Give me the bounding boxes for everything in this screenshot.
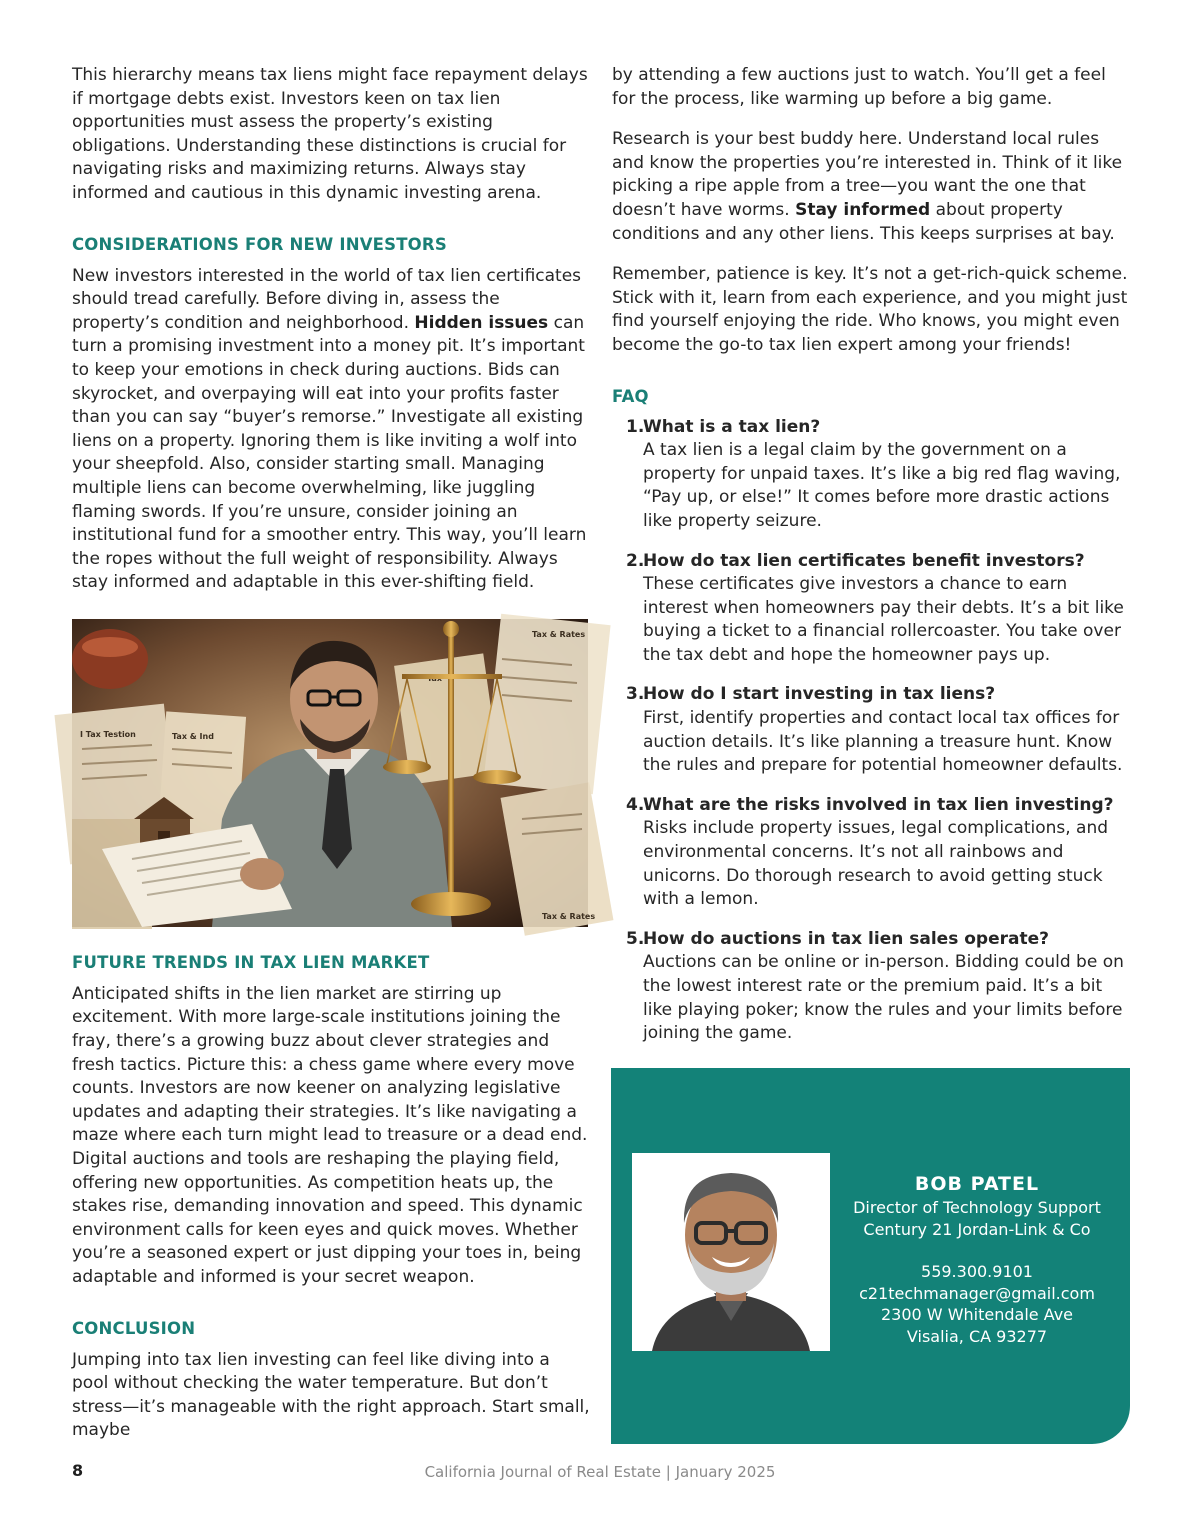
intro-paragraph: This hierarchy means tax liens might face repayment delays if mortgage debts exist. Investors keen on tax lien opportunities must assess the property’s existing obligations. Understanding these distinctions is crucial for navigating risks and maximizing returns. Always stay informed and cautious in this dynamic investing arena. — [72, 65, 588, 203]
faq-question: What are the risks involved in tax lien investing? — [643, 794, 1114, 815]
faq-number: 2. — [626, 550, 645, 571]
future-trends-paragraph: Anticipated shifts in the lien market are stirring up excitement. With more large-scale institutions joining the fray, there’s a growing buzz about clever strategies and fresh tactics. Picture this: a chess game where every move counts. Investors are now keener on analyzing legislative updates and adapting their strategies. It’s like navigating a maze where each turn might lead to treasure or a dead end. Digital auctions and tools are reshaping the playing field, offering new opportunities. As competition heats up, the stakes rise, demanding innovation and speed. This dynamic environment calls for keen eyes and quick moves. Whether you’re a seasoned expert or just dipping your toes in, being adaptable and informed is your secret weapon. — [72, 983, 588, 1287]
stay-informed-bold: Stay informed — [795, 199, 931, 220]
faq-heading: FAQ — [612, 386, 649, 406]
considerations-paragraph — [72, 265, 590, 595]
investor-illustration — [72, 619, 596, 927]
faq-item — [612, 928, 1134, 1046]
research-text-1: Research is your best buddy here. Understand local rules and know the properties you’re interested in. Think of it like picking a ripe apple from a tree—you want the one that doesn’t have worms. — [612, 129, 1123, 220]
conclusion-heading: CONCLUSION — [72, 1318, 196, 1338]
hidden-issues-bold: Hidden issues — [414, 312, 549, 333]
paper-label-3: I Tax Testion — [80, 729, 136, 739]
research-paragraph — [612, 128, 1134, 246]
agent-phone[interactable]: 559.300.9101 — [921, 1262, 1033, 1282]
agent-contact-card — [611, 1068, 1130, 1444]
paper-label-1: Tax & Rates — [532, 629, 586, 639]
faq-number: 4. — [626, 794, 645, 815]
paper-label-4: Tax & Ind — [172, 731, 214, 741]
faq-answer: A tax lien is a legal claim by the government on a property for unpaid taxes. It’s like a big red flag waving, “Pay up, or else!” It comes before more drastic actions like property seizure. — [643, 440, 1121, 531]
right-column — [612, 64, 1134, 1062]
agent-name: BOB PATEL — [914, 1173, 1040, 1195]
faq-item — [612, 683, 1134, 777]
patience-paragraph: Remember, patience is key. It’s not a get-rich-quick scheme. Stick with it, learn from each experience, and you might just find yourself enjoying the ride. Who knows, you might even become the go-to tax lien expert among your friends! — [612, 264, 1128, 355]
faq-number: 3. — [626, 684, 645, 705]
faq-question: How do auctions in tax lien sales operate? — [643, 928, 1049, 949]
continued-paragraph: by attending a few auctions just to watch. You’ll get a feel for the process, like warming up before a big game. — [612, 65, 1106, 109]
considerations-text-2: can turn a promising investment into a money pit. It’s important to keep your emotions in check during auctions. Bids can skyrocket, and overpaying will eat into your profits faster than you can say “buyer’s remorse.” Investigate all existing liens on a property. Ignoring them is like inviting a wolf into your sheepfold. Also, consider starting small. Managing multiple liens can become overwhelming, like juggling flaming swords. If you’re unsure, consider joining an institutional fund for a smoother entry. This way, you’ll learn the ropes without the full weight of responsibility. Always stay informed and adaptable in this ever-shifting field. — [72, 312, 587, 593]
faq-item — [612, 794, 1134, 912]
faq-item — [612, 416, 1134, 534]
faq-answer: Auctions can be online or in-person. Bidding could be on the lowest interest rate or the premium paid. It’s a bit like playing poker; know the rules and your limits before joining the game. — [643, 952, 1124, 1044]
investor-photo — [72, 619, 596, 927]
agent-email[interactable]: c21techmanager@gmail.com — [859, 1283, 1095, 1303]
considerations-text-1: New investors interested in the world of tax lien certificates should tread carefully. Before diving in, assess the property’s condition and neighborhood. — [72, 265, 582, 333]
faq-answer: Risks include property issues, legal complications, and environmental concerns. It’s not all rainbows and unicorns. Do thorough research to avoid getting stuck with a lemon. — [643, 818, 1109, 910]
conclusion-paragraph: Jumping into tax lien investing can feel like diving into a pool without checking the water temperature. But don’t stress—it’s manageable with the right approach. Start small, maybe — [72, 1349, 590, 1441]
research-text-2: about property conditions and any other liens. This keeps surprises at bay. — [612, 199, 1115, 244]
faq-list — [612, 416, 1134, 1046]
agent-info — [839, 1171, 1115, 1348]
considerations-heading: CONSIDERATIONS FOR NEW INVESTORS — [72, 234, 447, 254]
faq-question: How do I start investing in tax liens? — [643, 684, 996, 705]
faq-number: 5. — [626, 928, 645, 949]
faq-answer: First, identify properties and contact local tax offices for auction details. It’s like planning a treasure hunt. Know the rules and prepare for potential homeowner defaults. — [643, 708, 1123, 776]
faq-item — [612, 550, 1134, 668]
publication-footer: California Journal of Real Estate | January 2025 — [424, 1463, 776, 1481]
faq-answer: These certificates give investors a chance to earn interest when homeowners pay their debts. It’s a bit like buying a ticket to a financial rollercoaster. You take over the tax debt and hope the homeowner pays up. — [643, 574, 1124, 665]
agent-address-line-1: 2300 W Whitendale Ave — [880, 1305, 1074, 1325]
paper-label-5: Tax & Rates — [542, 911, 596, 921]
left-column — [72, 64, 596, 1443]
faq-question: How do tax lien certificates benefit investors? — [643, 550, 1085, 571]
faq-question: What is a tax lien? — [643, 416, 821, 437]
faq-number: 1. — [626, 416, 645, 437]
agent-address-line-2: Visalia, CA 93277 — [906, 1326, 1048, 1346]
agent-portrait — [632, 1153, 830, 1351]
page-number: 8 — [72, 1461, 84, 1480]
agent-portrait-illustration — [632, 1153, 830, 1351]
agent-company: Century 21 Jordan-Link & Co — [863, 1219, 1091, 1239]
agent-title: Director of Technology Support — [853, 1198, 1101, 1217]
future-trends-heading: FUTURE TRENDS IN TAX LIEN MARKET — [72, 952, 430, 972]
